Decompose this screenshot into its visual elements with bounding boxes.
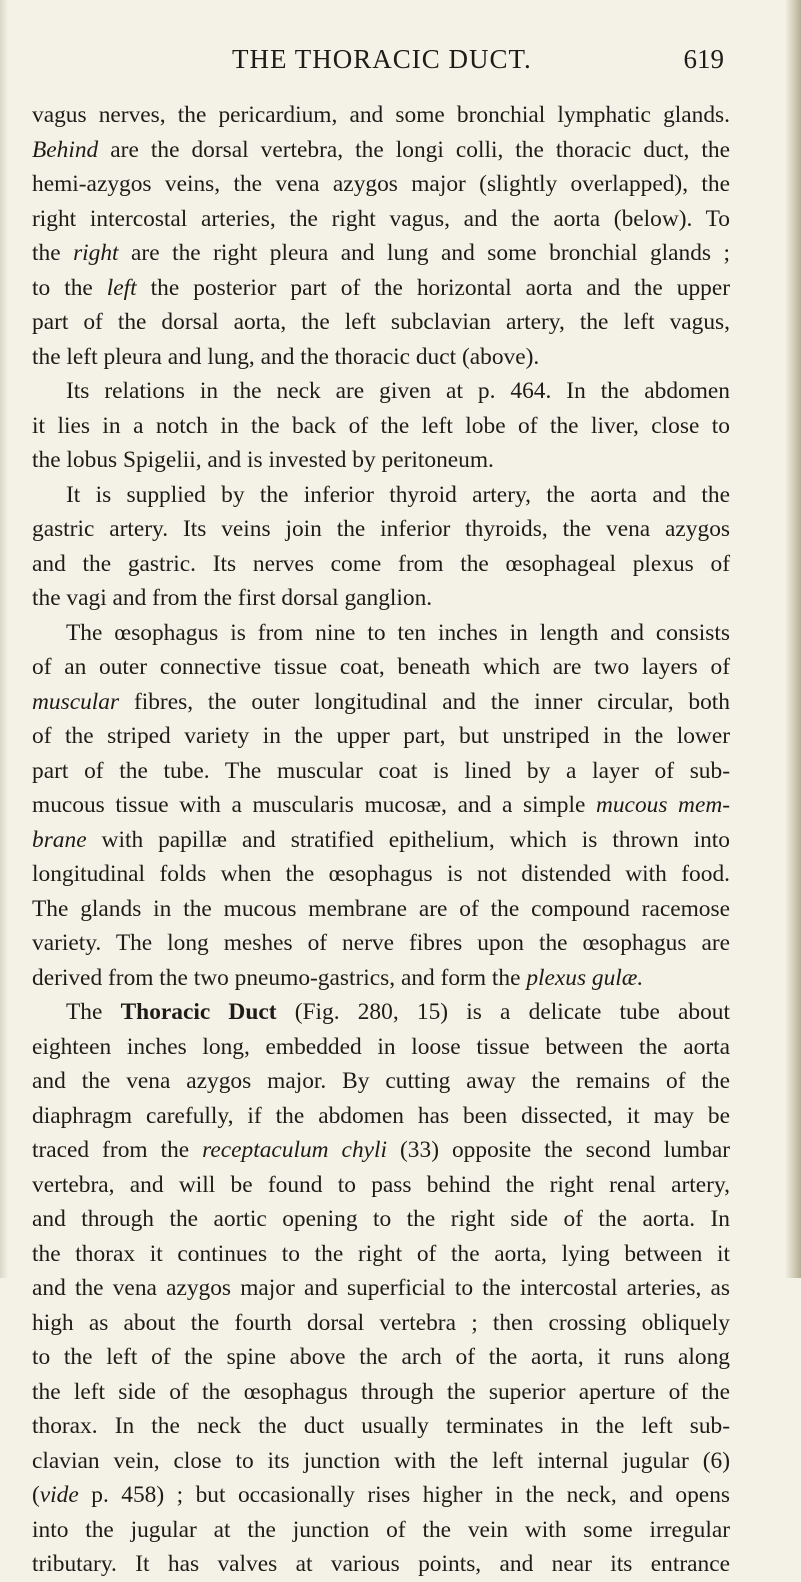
- text-segment: to the left of the spine above the arch of the aorta, it runs along: [32, 1344, 730, 1370]
- text-line: [32, 1099, 730, 1134]
- text-line: [32, 271, 730, 306]
- text-segment: and the gastric. Its nerves come from the œsophageal plexus of: [32, 550, 730, 577]
- text-line: [32, 754, 730, 789]
- text-segment: The glands in the mucous membrane are of the compound racemose: [32, 895, 730, 922]
- text-segment: thorax. In the neck the duct usually terminates in the left sub-: [32, 1413, 730, 1439]
- text-line: [32, 374, 730, 409]
- text-line: [32, 1064, 730, 1099]
- text-line: [32, 650, 730, 685]
- text-line: [32, 1271, 730, 1306]
- text-segment: into the jugular at the junction of the vein with some irregular: [32, 1516, 730, 1543]
- running-title: THE THORACIC DUCT.: [232, 44, 532, 74]
- text-segment: high as about the fourth dorsal vertebra ; then crossing obliquely: [32, 1309, 730, 1336]
- text-line: [32, 719, 730, 754]
- text-line: [32, 133, 730, 168]
- text-line: [32, 1202, 730, 1237]
- text-segment: The œsophagus is from nine to ten inches in length and consists: [66, 619, 730, 646]
- text-line: [32, 857, 730, 892]
- text-line: [32, 1133, 730, 1168]
- text-segment: diaphragm carefully, if the abdomen has been dissected, it may be: [32, 1102, 730, 1129]
- italic-text: muscular: [32, 688, 120, 715]
- text-segment: traced from the: [32, 1137, 203, 1163]
- text-segment: are the right pleura and lung and some bronchial glands ;: [118, 240, 730, 266]
- text-segment: the: [32, 240, 74, 266]
- page-edge-right: [785, 0, 801, 1278]
- text-segment: of an outer connective tissue coat, beneath which are two layers of: [32, 654, 730, 680]
- text-line: [32, 340, 730, 375]
- text-line: [32, 478, 730, 513]
- text-line: [32, 512, 730, 547]
- text-segment: fibres, the outer longitudinal and the inner circular, both: [119, 688, 730, 715]
- text-segment: variety. The long meshes of nerve fibres upon the œsophagus are: [32, 930, 730, 956]
- text-segment: tributary. It has valves at various points, and near its entrance: [32, 1551, 730, 1577]
- text-line: [32, 547, 730, 582]
- text-segment: and through the aortic opening to the right side of the aorta. In: [32, 1206, 730, 1232]
- page-number: 619: [683, 44, 724, 74]
- italic-text: mucous mem-: [595, 792, 731, 818]
- text-line: [32, 1237, 730, 1272]
- text-segment: hemi-azygos veins, the vena azygos major (slightly overlapped), the: [32, 171, 730, 197]
- text-segment: part of the tube. The muscular coat is lined by a layer of sub-: [32, 757, 730, 784]
- text-segment: derived from the two pneumo-gastrics, and form the: [32, 964, 527, 991]
- text-segment: right intercostal arteries, the right vagus, and the aorta (below). To: [32, 205, 730, 232]
- italic-text: Behind: [32, 136, 99, 163]
- text-line: [32, 1340, 730, 1375]
- italic-text: plexus gulæ.: [526, 964, 644, 991]
- text-line: [32, 1478, 730, 1513]
- text-segment: part of the dorsal aorta, the left subclavian artery, the left vagus,: [32, 309, 730, 335]
- text-line: [32, 685, 730, 720]
- text-segment: the vagi and from the first dorsal ganglion.: [32, 585, 433, 611]
- text-segment: eighteen inches long, embedded in loose tissue between the aorta: [32, 1033, 730, 1060]
- text-segment: vagus nerves, the pericardium, and some bronchial lymphatic glands.: [32, 102, 730, 128]
- text-segment: gastric artery. Its veins join the inferior thyroids, the vena azygos: [32, 516, 730, 542]
- text-segment: the left pleura and lung, and the thoracic duct (above).: [32, 343, 540, 370]
- text-segment: the left side of the œsophagus through the superior aperture of the: [32, 1378, 730, 1405]
- bold-text: Thoracic Duct: [120, 999, 277, 1025]
- text-segment: (Fig. 280, 15) is a delicate tube about: [276, 999, 730, 1025]
- text-line: [32, 616, 730, 651]
- text-segment: to the: [32, 274, 107, 301]
- text-segment: (: [32, 1482, 40, 1508]
- text-segment: and the vena azygos major and superficial to the intercostal arteries, as: [32, 1275, 730, 1301]
- text-line: [32, 1306, 730, 1341]
- text-segment: with papillæ and stratified epithelium, which is thrown into: [86, 826, 730, 853]
- text-line: [32, 1168, 730, 1203]
- text-line: [32, 892, 730, 927]
- text-segment: Its relations in the neck are given at p. 464. In the abdomen: [66, 378, 730, 404]
- italic-text: receptaculum chyli: [202, 1137, 388, 1163]
- text-segment: of the striped variety in the upper part, but unstriped in the lower: [32, 723, 730, 749]
- text-line: [32, 305, 730, 340]
- text-segment: mucous tissue with a muscularis mucosæ, and a simple: [32, 792, 596, 818]
- text-line: [32, 926, 730, 961]
- text-segment: longitudinal folds when the œsophagus is not distended with food.: [32, 861, 730, 887]
- text-segment: and the vena azygos major. By cutting away the remains of the: [32, 1068, 730, 1094]
- italic-text: brane: [32, 826, 87, 853]
- text-segment: the thorax it continues to the right of the aorta, lying between it: [32, 1240, 730, 1267]
- text-segment: The: [66, 999, 121, 1025]
- text-segment: it lies in a notch in the back of the left lobe of the liver, close to: [32, 412, 730, 439]
- text-line: [32, 961, 730, 996]
- text-line: [32, 788, 730, 823]
- text-line: [32, 1409, 730, 1444]
- text-line: [32, 1375, 730, 1410]
- text-segment: (33) opposite the second lumbar: [387, 1137, 730, 1163]
- text-line: [32, 1030, 730, 1065]
- text-segment: p. 458) ; but occasionally rises higher in the neck, and opens: [78, 1482, 730, 1508]
- page-edge-left: [0, 0, 8, 1278]
- text-line: [32, 995, 730, 1030]
- italic-text: vide: [39, 1482, 79, 1508]
- text-line: [32, 409, 730, 444]
- text-line: [32, 1513, 730, 1548]
- text-line: [32, 236, 730, 271]
- text-segment: the lobus Spigelii, and is invested by peritoneum.: [32, 447, 494, 473]
- italic-text: right: [73, 240, 119, 266]
- italic-text: left: [106, 274, 137, 301]
- text-segment: It is supplied by the inferior thyroid artery, the aorta and the: [66, 481, 730, 508]
- text-line: [32, 1444, 730, 1479]
- text-segment: vertebra, and will be found to pass behind the right renal artery,: [32, 1171, 730, 1198]
- text-line: [32, 823, 730, 858]
- text-segment: clavian vein, close to its junction with the left internal jugular (6): [32, 1447, 730, 1474]
- text-line: [32, 167, 730, 202]
- text-line: [32, 581, 730, 616]
- text-line: [32, 202, 730, 237]
- body-text: [32, 98, 730, 1582]
- text-line: [32, 443, 730, 478]
- page-header: [232, 44, 724, 84]
- text-line: [32, 1547, 730, 1582]
- text-segment: the posterior part of the horizontal aorta and the upper: [136, 274, 731, 301]
- text-segment: are the dorsal vertebra, the longi colli, the thoracic duct, the: [98, 136, 730, 163]
- text-line: [32, 98, 730, 133]
